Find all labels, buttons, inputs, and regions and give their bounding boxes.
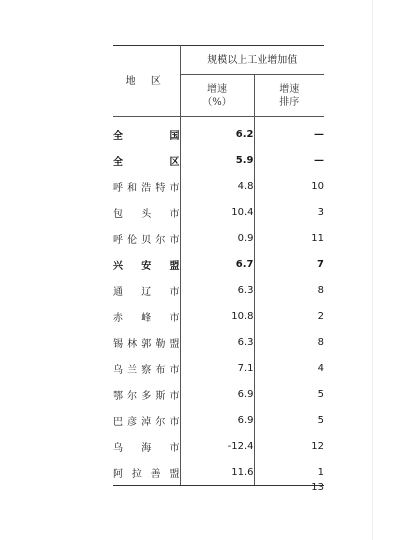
region-name: 锡 林 郭 勒 盟 <box>113 338 180 350</box>
header-growth-rate-line1: 增速 <box>207 83 227 95</box>
table-row <box>113 251 324 277</box>
growth-rate-cell: 6.3 <box>180 329 254 355</box>
growth-rate-cell: 6.7 <box>180 251 254 277</box>
growth-rank-cell: 10 <box>311 180 324 192</box>
header-growth-rate <box>180 75 254 117</box>
region-cell <box>113 433 180 459</box>
region-name: 包 头 市 <box>113 208 180 220</box>
growth-rate-cell: 6.9 <box>180 381 254 407</box>
page-edge-line <box>372 0 373 540</box>
header-growth-rank-line2: 排序 <box>279 96 300 108</box>
table-row <box>113 303 324 329</box>
region-cell <box>113 225 180 251</box>
growth-rate-cell: 6.2 <box>180 117 254 148</box>
growth-rank-cell: 2 <box>317 310 324 322</box>
table-row <box>113 355 324 381</box>
page-number: 13 <box>311 482 324 493</box>
growth-rate-cell: 0.9 <box>180 225 254 251</box>
table-row <box>113 147 324 173</box>
header-growth-rate-line2: （%） <box>202 96 232 108</box>
growth-rate-cell: 6.9 <box>180 407 254 433</box>
region-cell <box>113 147 180 173</box>
region-cell <box>113 277 180 303</box>
region-cell <box>113 251 180 277</box>
header-growth-rank-line1: 增速 <box>279 83 300 95</box>
region-name: 全 国 <box>113 130 180 142</box>
growth-rate-cell: 5.9 <box>180 147 254 173</box>
table-row <box>113 173 324 199</box>
region-cell <box>113 355 180 381</box>
table-row <box>113 225 324 251</box>
table-row <box>113 459 324 486</box>
region-cell <box>113 173 180 199</box>
growth-rank-cell: — <box>314 128 324 140</box>
growth-rank-cell: 1 <box>254 459 324 486</box>
region-name: 巴 彦 淖 尔 市 <box>113 416 180 428</box>
region-name: 全 区 <box>113 156 180 168</box>
region-name: 阿 拉 善 盟 <box>113 468 180 480</box>
growth-rank-cell: 3 <box>317 206 324 218</box>
region-name: 乌 海 市 <box>113 442 180 454</box>
region-name: 兴 安 盟 <box>113 260 180 272</box>
table-row <box>113 407 324 433</box>
header-industrial-value-added: 规模以上工业增加值 <box>180 46 324 75</box>
table-row <box>113 433 324 459</box>
growth-rate-cell: 11.6 <box>180 459 254 486</box>
header-growth-rank <box>254 75 324 117</box>
growth-rank-cell: 8 <box>317 284 324 296</box>
growth-rate-cell: 6.3 <box>180 277 254 303</box>
region-cell <box>113 117 180 148</box>
table-row <box>113 199 324 225</box>
region-name: 鄂 尔 多 斯 市 <box>113 390 180 402</box>
industry-growth-table <box>113 45 324 486</box>
region-cell <box>113 381 180 407</box>
growth-rank-cell: — <box>314 154 324 166</box>
table-row <box>113 277 324 303</box>
region-cell <box>113 407 180 433</box>
region-cell <box>113 303 180 329</box>
region-name: 乌 兰 察 布 市 <box>113 364 180 376</box>
growth-rank-cell: 7 <box>317 258 324 270</box>
table-row <box>113 329 324 355</box>
region-name: 赤 峰 市 <box>113 312 180 324</box>
region-cell <box>113 199 180 225</box>
growth-rank-cell: 12 <box>311 440 324 452</box>
header-region: 地 区 <box>113 46 180 117</box>
growth-rate-cell: 10.8 <box>180 303 254 329</box>
growth-rate-cell: 4.8 <box>180 173 254 199</box>
region-cell <box>113 459 180 486</box>
region-name: 呼 伦 贝 尔 市 <box>113 234 180 246</box>
growth-rank-cell: 11 <box>311 232 324 244</box>
growth-rate-cell: 10.4 <box>180 199 254 225</box>
growth-rank-cell: 4 <box>317 362 324 374</box>
region-name: 通 辽 市 <box>113 286 180 298</box>
table-body <box>113 117 324 486</box>
table-row <box>113 117 324 148</box>
growth-rate-cell: 7.1 <box>180 355 254 381</box>
growth-rank-cell: 5 <box>317 388 324 400</box>
growth-rate-cell: -12.4 <box>180 433 254 459</box>
growth-rank-cell: 5 <box>317 414 324 426</box>
region-name: 呼 和 浩 特 市 <box>113 182 180 194</box>
region-cell <box>113 329 180 355</box>
table-row <box>113 381 324 407</box>
growth-rank-cell: 8 <box>317 336 324 348</box>
